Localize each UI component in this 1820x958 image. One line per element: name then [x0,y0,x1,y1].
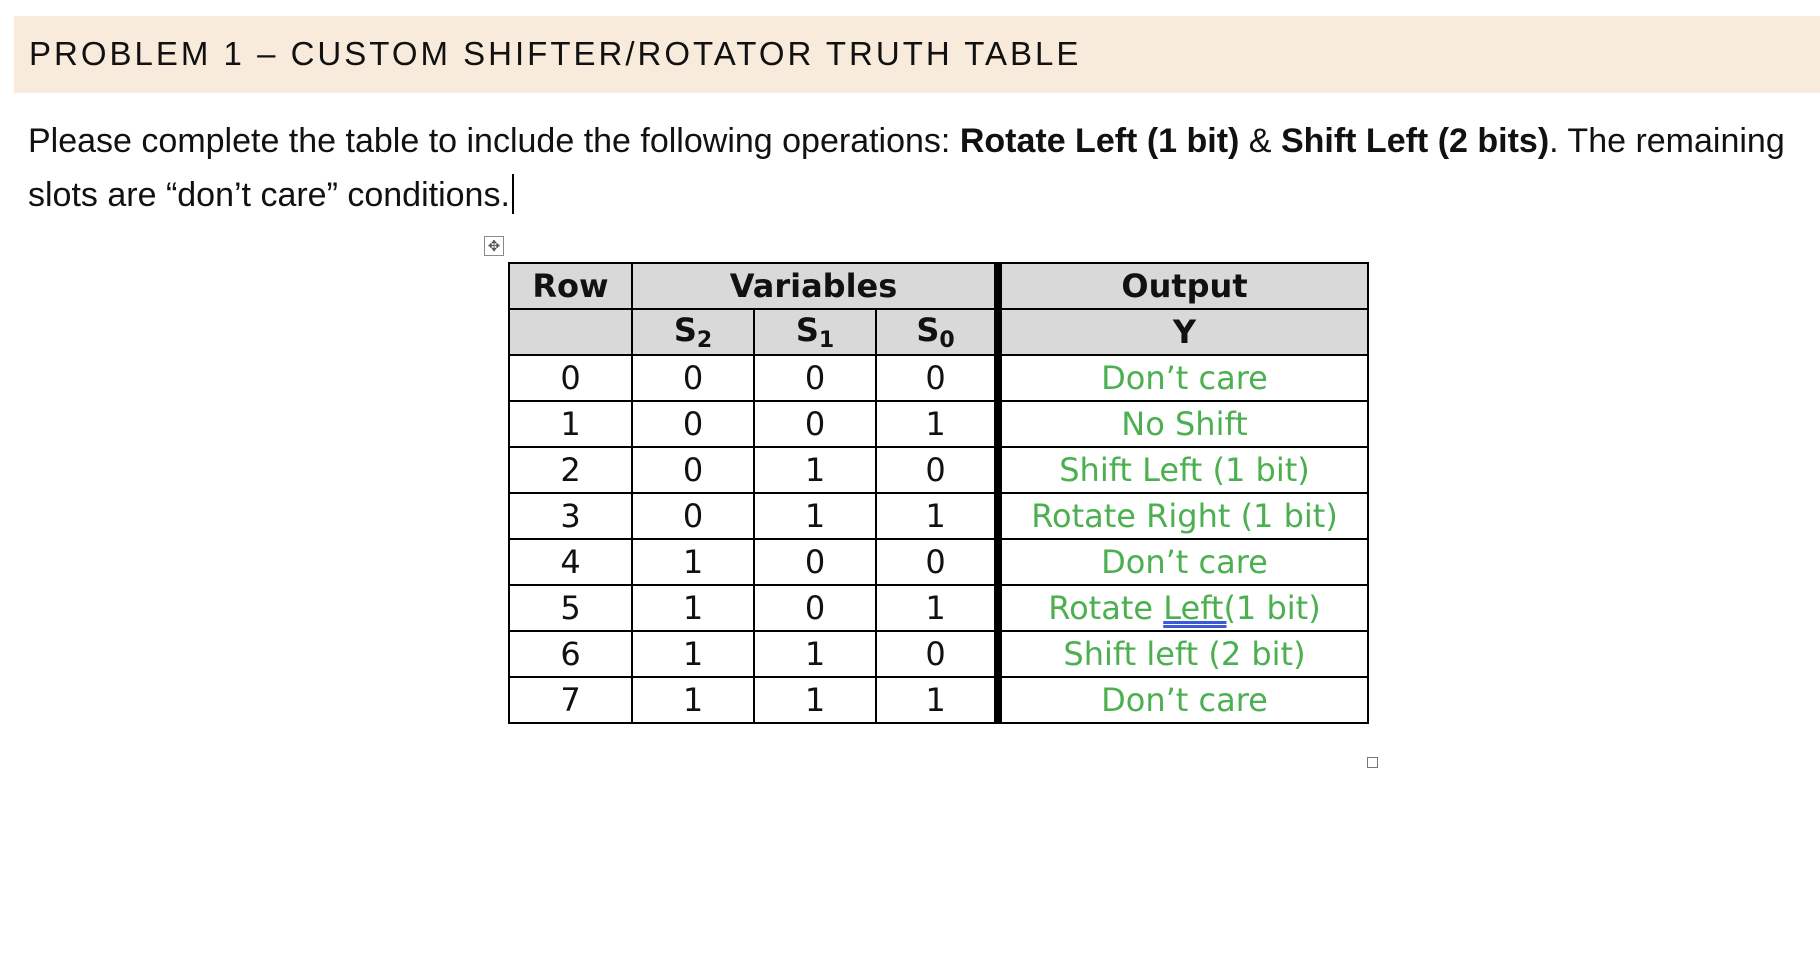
cell-s0[interactable]: 1 [876,401,998,447]
cell-output[interactable]: Don’t care [998,539,1368,585]
cell-row[interactable]: 5 [509,585,632,631]
instructions-paragraph[interactable] [28,114,1788,222]
cell-s2[interactable]: 1 [632,677,754,723]
cell-row[interactable]: 7 [509,677,632,723]
cell-s0[interactable]: 0 [876,539,998,585]
cell-output[interactable]: Shift left (2 bit) [998,631,1368,677]
header-row-blank [509,309,632,355]
cell-s1[interactable]: 1 [754,493,876,539]
cell-s2[interactable]: 0 [632,401,754,447]
cell-s1[interactable]: 1 [754,631,876,677]
instructions-op2: Shift Left (2 bits) [1280,122,1550,160]
cell-s1[interactable]: 0 [754,585,876,631]
table-row [509,447,1368,493]
instructions-tail: . The remaining slots are “don’t care” conditions. [28,122,1785,214]
header-s0-subscript: 0 [939,328,955,353]
table-resize-icon[interactable] [1367,757,1378,768]
cell-row[interactable]: 4 [509,539,632,585]
table-row [509,355,1368,401]
header-s1 [754,309,876,355]
cell-output-part: 1 bit) [1235,589,1321,627]
cell-s0[interactable]: 0 [876,631,998,677]
text-cursor [512,174,514,214]
header-row: Row [509,263,632,309]
cell-s1[interactable]: 1 [754,677,876,723]
cell-s0[interactable]: 1 [876,493,998,539]
header-row-1 [509,263,1368,309]
table-move-icon[interactable]: ✥ [484,236,504,256]
header-output: Output [998,263,1368,309]
instructions-op1: Rotate Left (1 bit) [959,122,1240,160]
header-s2-subscript: 2 [696,328,713,353]
header-s1-letter: S [795,311,819,349]
cell-output-part: Rotate [1048,589,1164,627]
cell-output[interactable]: No Shift [998,401,1368,447]
cell-output[interactable]: Shift Left (1 bit) [998,447,1368,493]
cell-s2[interactable]: 1 [632,539,754,585]
truth-table [508,262,1369,724]
cell-row[interactable]: 2 [509,447,632,493]
cell-s1[interactable]: 0 [754,539,876,585]
cell-row[interactable]: 0 [509,355,632,401]
cell-row[interactable]: 6 [509,631,632,677]
table-row [509,631,1368,677]
cell-s2[interactable]: 0 [632,447,754,493]
cell-output[interactable] [998,585,1368,631]
cell-output[interactable]: Don’t care [998,355,1368,401]
header-s2 [632,309,754,355]
heading-title: PROBLEM 1 – CUSTOM SHIFTER/ROTATOR TRUTH TABLE [29,35,1082,72]
cell-s0[interactable]: 0 [876,355,998,401]
header-y: Y [998,309,1368,355]
cell-output[interactable]: Rotate Right (1 bit) [998,493,1368,539]
header-s0 [876,309,998,355]
cell-row[interactable]: 1 [509,401,632,447]
table-row [509,585,1368,631]
cell-s1[interactable]: 1 [754,447,876,493]
header-variables: Variables [632,263,998,309]
cell-s2[interactable]: 0 [632,493,754,539]
cell-s2[interactable]: 0 [632,355,754,401]
cell-s0[interactable]: 0 [876,447,998,493]
table-row [509,677,1368,723]
cell-s2[interactable]: 1 [632,585,754,631]
header-s0-letter: S [916,311,940,349]
cell-s1[interactable]: 0 [754,355,876,401]
header-s1-subscript: 1 [818,328,835,353]
cell-s2[interactable]: 1 [632,631,754,677]
cell-s0[interactable]: 1 [876,585,998,631]
cell-s0[interactable]: 1 [876,677,998,723]
cell-row[interactable]: 3 [509,493,632,539]
cell-s1[interactable]: 0 [754,401,876,447]
table-row [509,401,1368,447]
instructions-amp: & [1239,122,1281,160]
header-s2-letter: S [673,311,697,349]
cell-output[interactable]: Don’t care [998,677,1368,723]
spellcheck-flagged-word[interactable]: Left( [1163,589,1236,627]
instructions-lead: Please complete the table to include the following operations: [28,122,960,160]
table-row [509,539,1368,585]
heading-band [14,16,1820,93]
table-row [509,493,1368,539]
header-row-2 [509,309,1368,355]
